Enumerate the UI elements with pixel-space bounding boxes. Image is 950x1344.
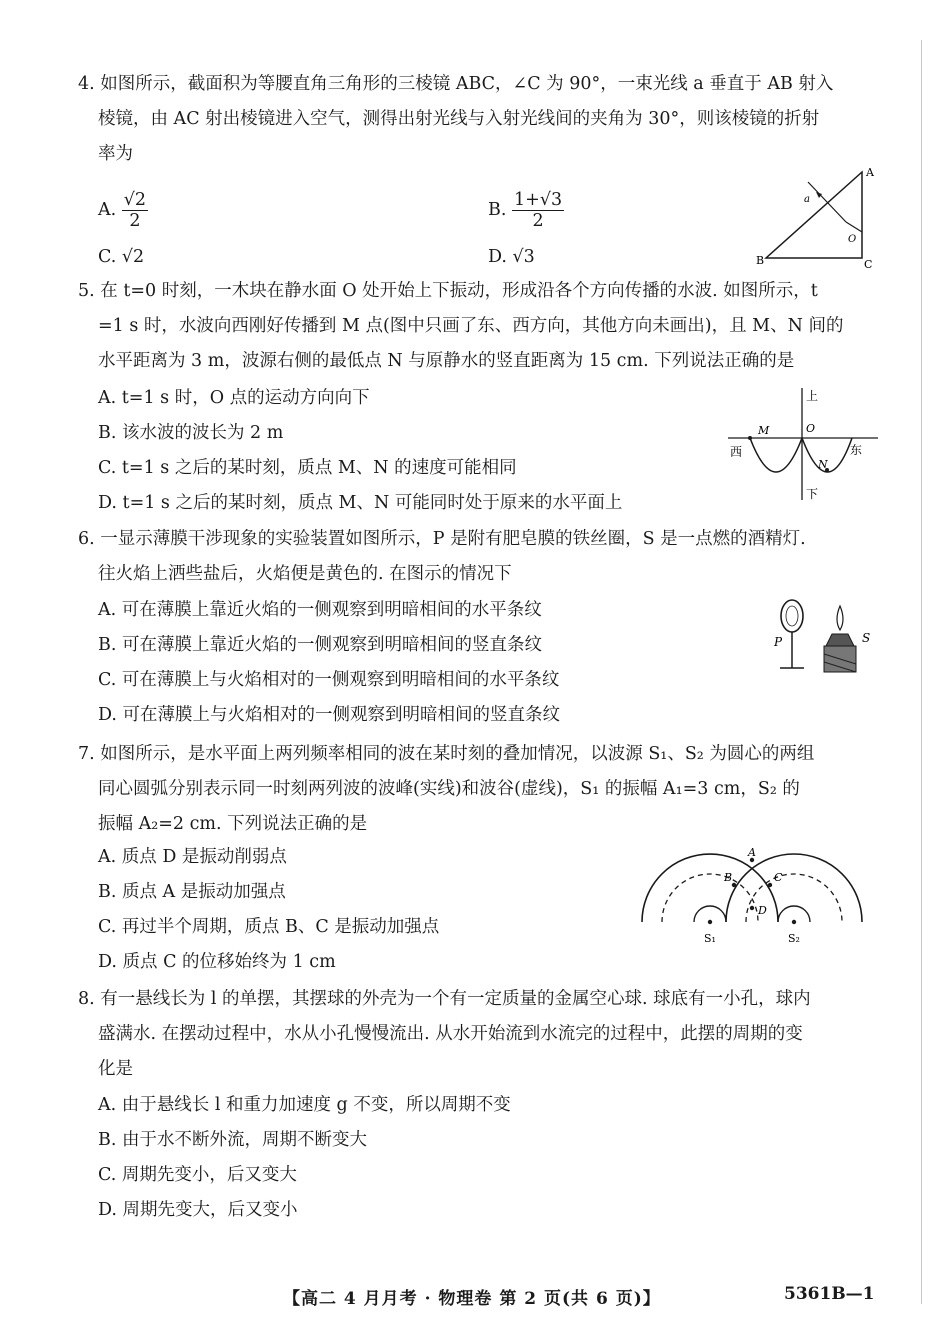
- label-b: B: [724, 871, 733, 884]
- point-d-dot: [750, 906, 754, 910]
- q7-line-1: 7. 如图所示，是水平面上两列频率相同的波在某时刻的叠加情况，以波源 S₁、S₂ 为圆心的两组: [78, 744, 815, 764]
- q4-option-a-label: A.: [98, 200, 117, 220]
- q4-option-b-den: 2: [532, 211, 544, 231]
- label-p: P: [774, 635, 783, 649]
- label-n: N: [818, 458, 828, 471]
- q4-option-b-fraction: [512, 190, 564, 231]
- q4-option-c: C. √2: [98, 247, 145, 267]
- q8-option-a: A. 由于悬线长 l 和重力加速度 g 不变，所以周期不变: [98, 1095, 511, 1115]
- q6-option-c: C. 可在薄膜上与火焰相对的一侧观察到明暗相间的水平条纹: [98, 670, 560, 690]
- prism-triangle: [766, 172, 862, 258]
- q6-line-1: 6. 一显示薄膜干涉现象的实验装置如图所示，P 是附有肥皂膜的铁丝圈，S 是一点燃的酒精灯.: [78, 529, 806, 549]
- footer-title: 【高二 4 月月考 · 物理卷 第 2 页(共 6 页)】: [283, 1289, 661, 1309]
- q4-option-a-den: 2: [129, 211, 141, 231]
- q5-option-c: C. t=1 s 之后的某时刻，质点 M、N 的速度可能相同: [98, 458, 517, 478]
- label-east: 东: [850, 443, 863, 457]
- q8-line-1: 8. 有一悬线长为 l 的单摆，其摆球的外壳为一个有一定质量的金属空心球. 球底有一小孔，球内: [78, 989, 811, 1009]
- q7-line-3: 振幅 A₂=2 cm. 下列说法正确的是: [98, 814, 368, 834]
- q6-film-figure: [770, 594, 880, 682]
- point-b-dot: [732, 883, 736, 887]
- s2-crest-inner: [778, 906, 810, 922]
- q5-option-a: A. t=1 s 时，O 点的运动方向向下: [98, 388, 370, 408]
- q4-option-d: D. √3: [488, 247, 535, 267]
- q5-wave-figure: [722, 382, 882, 504]
- question-6: [78, 522, 878, 592]
- q4-option-b: [488, 190, 564, 231]
- q8-option-d: D. 周期先变大，后又变小: [98, 1200, 298, 1220]
- point-c-dot: [768, 883, 772, 887]
- flame-icon: [837, 606, 843, 630]
- q4-option-a-fraction: [122, 190, 148, 231]
- s1-trough-middle: [662, 874, 758, 922]
- label-o: O: [806, 422, 816, 435]
- label-o-point: O: [848, 234, 857, 245]
- q7-option-b: B. 质点 A 是振动加强点: [98, 882, 286, 902]
- point-m-dot: [748, 436, 752, 440]
- q4-prism-figure: [752, 164, 882, 272]
- label-d: D: [758, 904, 767, 917]
- q6-option-d: D. 可在薄膜上与火焰相对的一侧观察到明暗相间的竖直条纹: [98, 705, 561, 725]
- q6-option-a: A. 可在薄膜上靠近火焰的一侧观察到明暗相间的水平条纹: [98, 600, 542, 620]
- q7-option-a: A. 质点 D 是振动削弱点: [98, 847, 287, 867]
- q5-line-2: =1 s 时，水波向西刚好传播到 M 点(图中只画了东、西方向，其他方向未画出)，且 M、N 间的: [98, 316, 844, 336]
- q5-option-b: B. 该水波的波长为 2 m: [98, 423, 284, 443]
- label-s1: S₁: [704, 932, 716, 945]
- question-4: [78, 67, 878, 172]
- q4-line-2: 棱镜，由 AC 射出棱镜进入空气，测得出射光线与入射光线间的夹角为 30°，则该棱镜的折射: [98, 109, 820, 129]
- question-8: [78, 982, 878, 1087]
- source-s1-dot: [708, 920, 712, 924]
- label-s: S: [862, 631, 871, 645]
- label-c-vertex: C: [864, 258, 873, 271]
- question-7: [78, 737, 878, 842]
- q5-line-3: 水平距离为 3 m，波源右侧的最低点 N 与原静水的竖直距离为 15 cm. 下列说法正确的是: [98, 351, 795, 371]
- q6-option-b: B. 可在薄膜上靠近火焰的一侧观察到明暗相间的竖直条纹: [98, 635, 542, 655]
- label-b-vertex: B: [756, 254, 765, 267]
- soap-film: [786, 606, 798, 626]
- lamp-body: [826, 634, 854, 646]
- q6-line-2: 往火焰上洒些盐后，火焰便是黄色的. 在图示的情况下: [98, 564, 512, 584]
- q8-line-3: 化是: [98, 1059, 133, 1079]
- label-ray-a: a: [804, 194, 810, 205]
- label-west: 西: [730, 445, 743, 459]
- q8-option-c: C. 周期先变小，后又变大: [98, 1165, 297, 1185]
- refracted-ray: [846, 222, 862, 232]
- label-up: 上: [806, 389, 819, 403]
- question-5: [78, 274, 878, 379]
- label-a-vertex: A: [866, 166, 874, 179]
- wire-loop: [781, 600, 803, 632]
- q7-interference-figure: [632, 842, 882, 952]
- q7-line-2: 同心圆弧分别表示同一时刻两列波的波峰(实线)和波谷(虚线)，S₁ 的振幅 A₁=3 cm，S₂ 的: [98, 779, 800, 799]
- q5-line-1: 5. 在 t=0 时刻，一木块在静水面 O 处开始上下振动，形成沿各个方向传播的水波. 如图所示，t: [78, 281, 818, 301]
- wave-curve: [750, 438, 852, 472]
- q4-option-a: [98, 190, 148, 231]
- q7-option-c: C. 再过半个周期，质点 B、C 是振动加强点: [98, 917, 440, 937]
- label-down: 下: [806, 487, 819, 501]
- q8-option-b: B. 由于水不断外流，周期不断变大: [98, 1130, 367, 1150]
- label-a: A: [748, 846, 756, 859]
- q4-option-b-num: 1+√3: [514, 190, 563, 210]
- q8-line-2: 盛满水. 在摆动过程中，水从小孔慢慢流出. 从水开始流到水流完的过程中，此摆的周期的变: [98, 1024, 803, 1044]
- q5-option-d: D. t=1 s 之后的某时刻，质点 M、N 可能同时处于原来的水平面上: [98, 493, 623, 513]
- label-s2: S₂: [788, 932, 800, 945]
- source-s2-dot: [792, 920, 796, 924]
- q4-option-b-label: B.: [488, 200, 507, 220]
- q4-line-3: 率为: [98, 144, 133, 164]
- page-edge: [921, 40, 928, 1304]
- label-c: C: [774, 871, 783, 884]
- s1-crest-inner: [694, 906, 726, 922]
- page-footer: [0, 1276, 950, 1316]
- q4-option-a-num: √2: [123, 190, 147, 210]
- q4-line-1: 4. 如图所示，截面积为等腰直角三角形的三棱镜 ABC，∠C 为 90°，一束光线 a 垂直于 AB 射入: [78, 74, 834, 94]
- q7-option-d: D. 质点 C 的位移始终为 1 cm: [98, 952, 336, 972]
- label-m: M: [758, 424, 770, 437]
- footer-code: 5361B—1: [784, 1284, 875, 1304]
